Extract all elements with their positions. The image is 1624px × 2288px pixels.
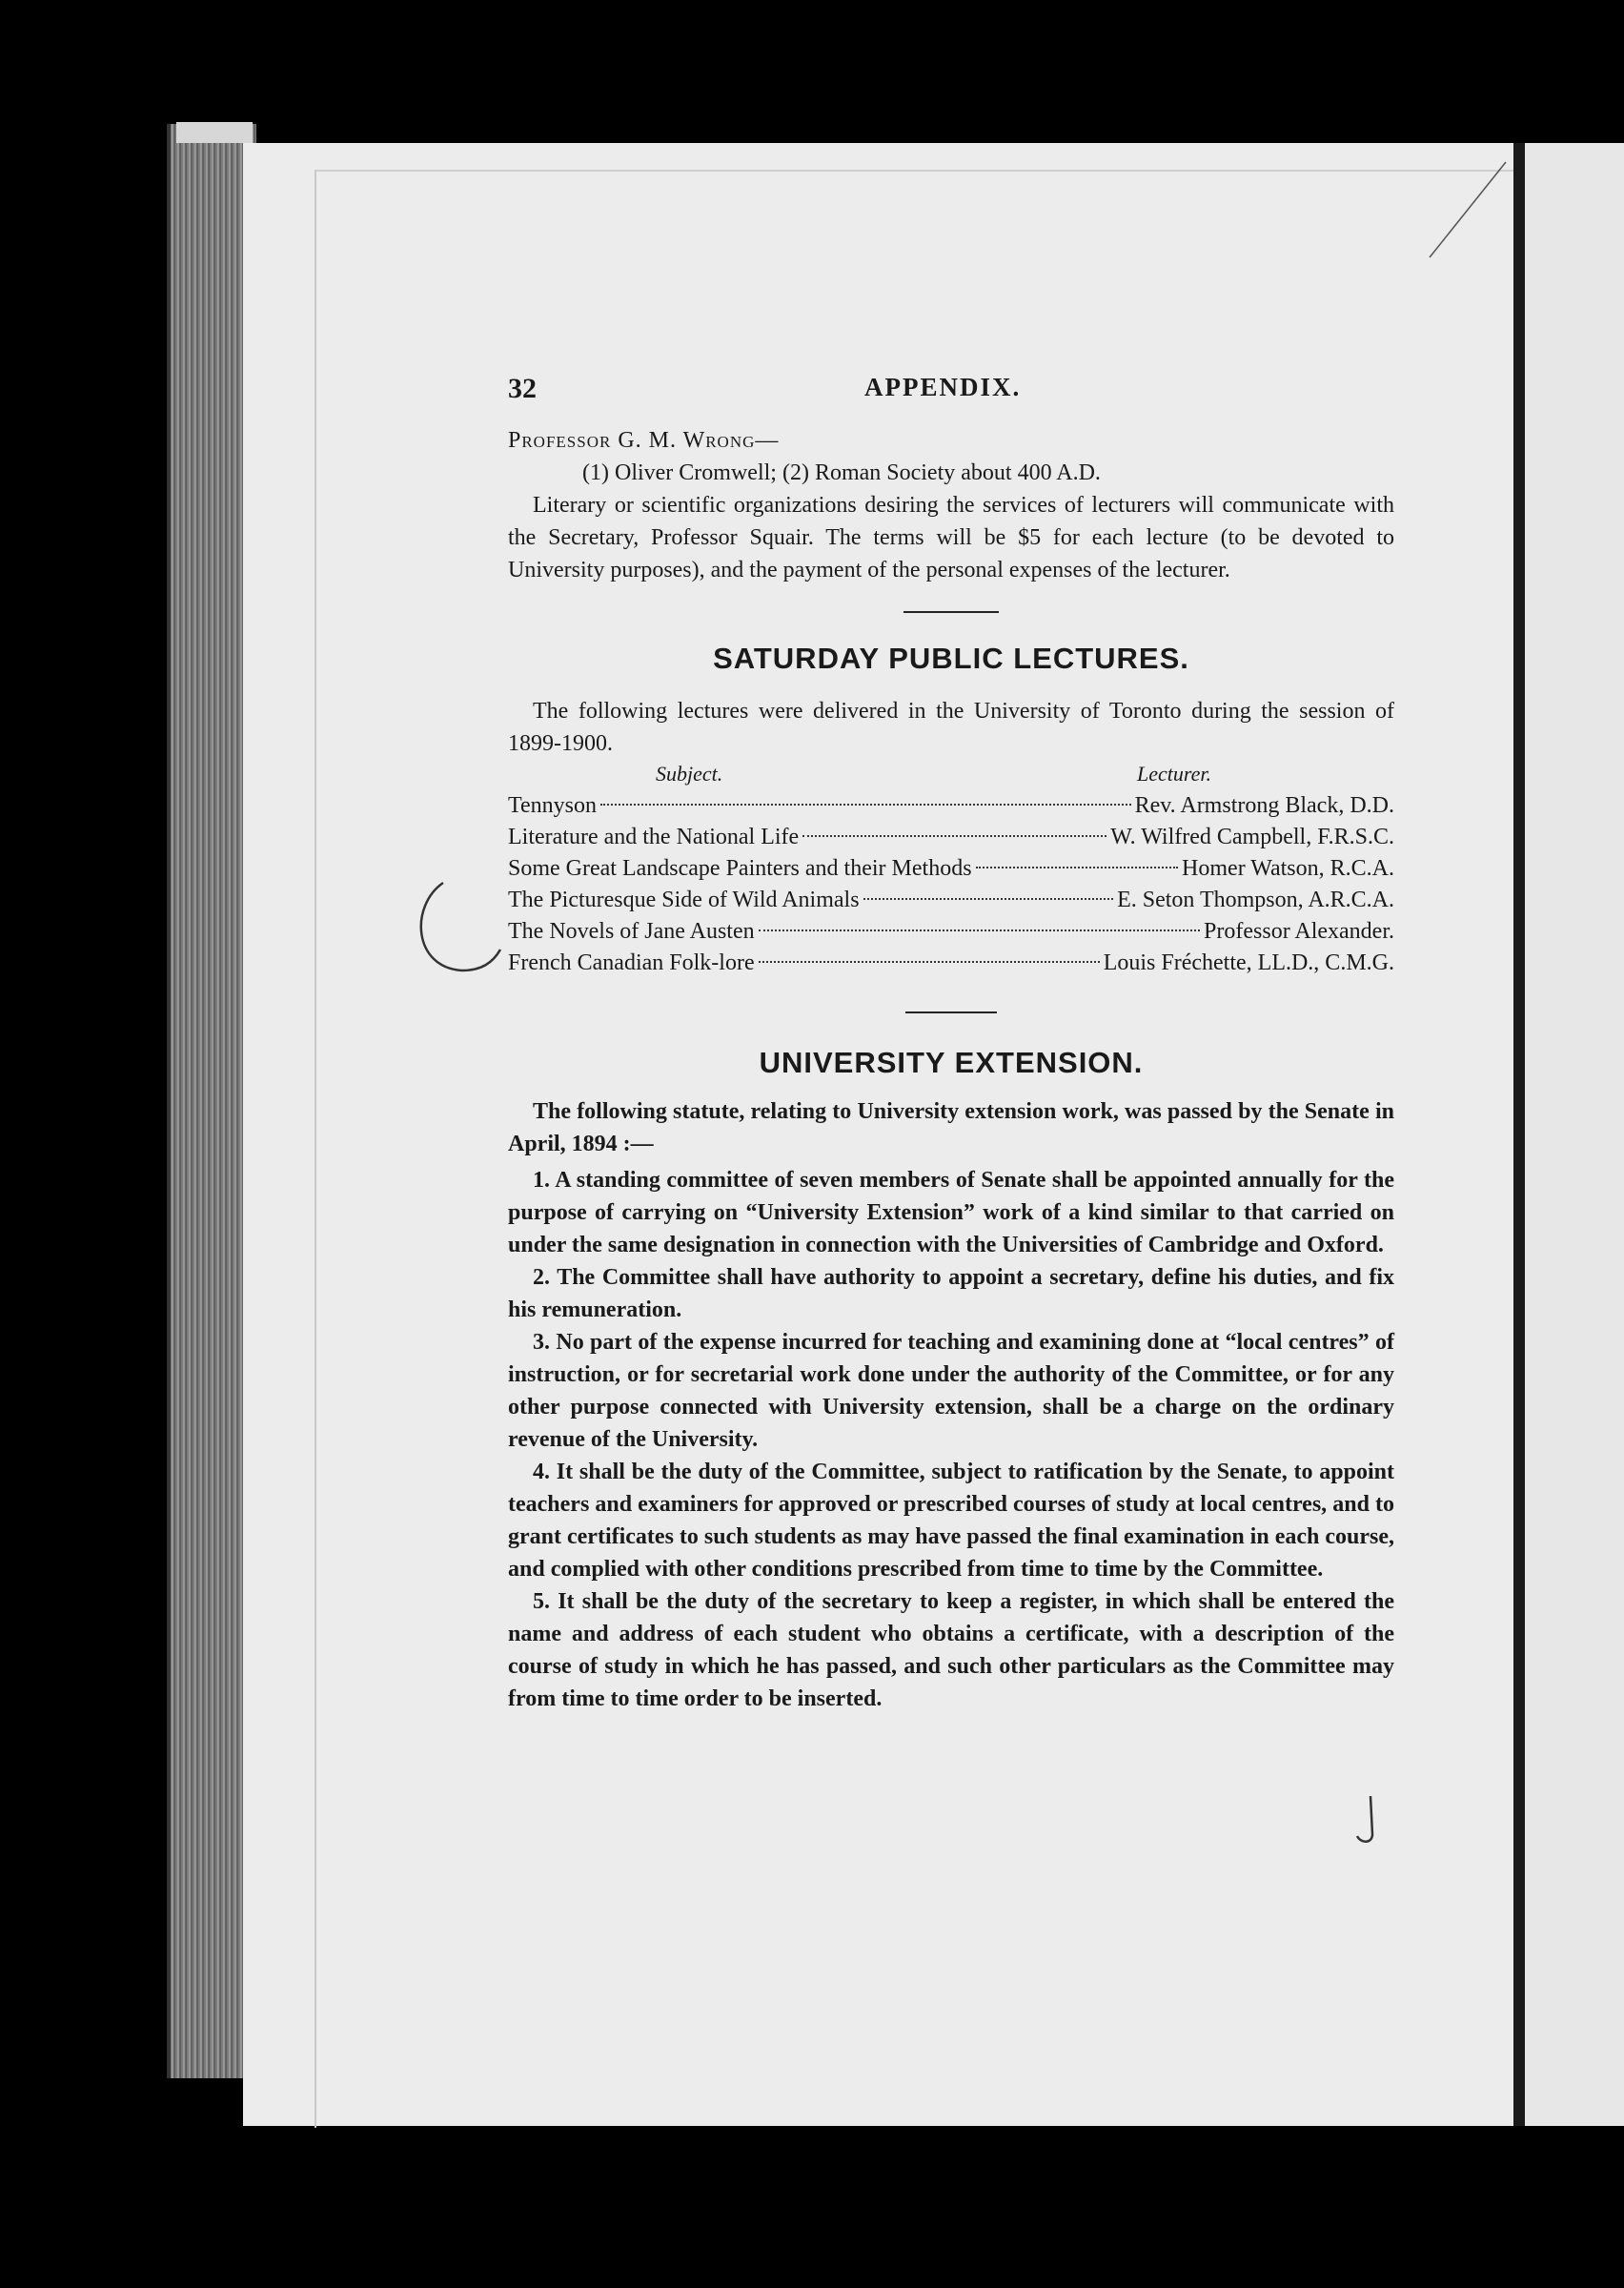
lectures-column-headings	[508, 760, 1394, 790]
statute-clause: 2. The Committee shall have authority to appoint a secretary, define his duties, and fix his remuneration.	[508, 1265, 1394, 1322]
lecture-lecturer: Louis Fréchette, LL.D., C.M.G.	[1103, 950, 1394, 975]
leader-dots	[600, 804, 1131, 806]
pencil-check-mark	[1351, 1792, 1390, 1849]
lecture-subject: Tennyson	[508, 793, 597, 818]
subject-column-heading: Subject.	[656, 762, 723, 786]
section-divider	[903, 611, 999, 613]
pencil-bracket-mark	[405, 877, 510, 982]
lecturer-column-heading: Lecturer.	[1137, 762, 1212, 786]
page-content	[508, 367, 1394, 1715]
lecture-lecturer: Rev. Armstrong Black, D.D.	[1134, 793, 1394, 818]
lecture-subject: Some Great Landscape Painters and their Methods	[508, 856, 972, 881]
lecture-row	[508, 822, 1394, 853]
lecturer-name-wrong: Professor G. M. Wrong—	[508, 428, 780, 453]
running-head: APPENDIX.	[864, 373, 1022, 401]
lecture-subject: The Novels of Jane Austen	[508, 919, 755, 944]
lecture-subject: The Picturesque Side of Wild Animals	[508, 888, 860, 912]
leader-dots	[976, 867, 1179, 868]
section-divider	[905, 1011, 997, 1013]
page-number: 32	[508, 373, 537, 404]
lecturer-topics-wrong: (1) Oliver Cromwell; (2) Roman Society about 400 A.D.	[582, 460, 1101, 485]
statute-clause: 3. No part of the expense incurred for teaching and examining done at “local centres” of instruction, or for secretarial work done under the authority of the Committee, or for any other purpose connected with University extension, shall be a charge on the ordinary revenue of the University.	[508, 1330, 1394, 1452]
saturday-lectures-intro: The following lectures were delivered in the University of Toronto during the session of 1899-1900.	[508, 699, 1394, 756]
leader-dots	[863, 898, 1114, 900]
statute-intro: The following statute, relating to University extension work, was passed by the Senate in April, 1894 :—	[508, 1099, 1394, 1156]
lecture-row	[508, 916, 1394, 948]
leader-dots	[759, 961, 1100, 963]
university-extension-statute	[508, 1095, 1394, 1715]
lecture-lecturer: E. Seton Thompson, A.R.C.A.	[1117, 888, 1394, 912]
page-header	[508, 367, 1394, 424]
lecture-lecturer: Homer Watson, R.C.A.	[1182, 856, 1394, 881]
lectures-list	[508, 790, 1394, 979]
pencil-stroke-mark	[1411, 153, 1515, 267]
statute-clause: 1. A standing committee of seven members of Senate shall be appointed annually for the purpose of carrying on “University Extension” work of a kind similar to that carried on under the same designation in connection with the Universities of Cambridge and Oxford.	[508, 1168, 1394, 1257]
saturday-lectures-title: SATURDAY PUBLIC LECTURES.	[713, 642, 1189, 675]
lecture-row	[508, 790, 1394, 822]
leader-dots	[759, 930, 1200, 931]
lecture-subject: French Canadian Folk-lore	[508, 950, 755, 975]
lecture-lecturer: W. Wilfred Campbell, F.R.S.C.	[1110, 825, 1394, 849]
lecture-row	[508, 948, 1394, 979]
book-gutter	[1513, 143, 1525, 2126]
lecture-row	[508, 885, 1394, 916]
lecture-subject: Literature and the National Life	[508, 825, 800, 849]
lecturers-intro-paragraph: Literary or scientific organizations desiring the services of lecturers will communicate with the Secretary, Professor Squair. The terms will be $5 for each lecture (to be devoted to University purposes), and the payment of the personal expenses of the lecturer.	[508, 493, 1394, 582]
facing-page-edge	[1525, 143, 1624, 2126]
book-page-edges-top	[176, 122, 253, 143]
university-extension-title: UNIVERSITY EXTENSION.	[759, 1046, 1144, 1079]
statute-clause: 5. It shall be the duty of the secretary to keep a register, in which shall be entered the name and address of each student who obtains a certificate, with a description of the course of study in which he has passed, and such other particulars as the Committee may from time to time order to be inserted.	[508, 1589, 1394, 1711]
leader-dots	[802, 835, 1106, 837]
statute-clause: 4. It shall be the duty of the Committee, subject to ratification by the Senate, to appoint teachers and examiners for approved or prescribed courses of study at local centres, and to grant certificates to such students as may have passed the final examination in each course, and complied with other conditions prescribed from time to time by the Committee.	[508, 1460, 1394, 1582]
lecture-lecturer: Professor Alexander.	[1204, 919, 1394, 944]
lecture-row	[508, 853, 1394, 885]
